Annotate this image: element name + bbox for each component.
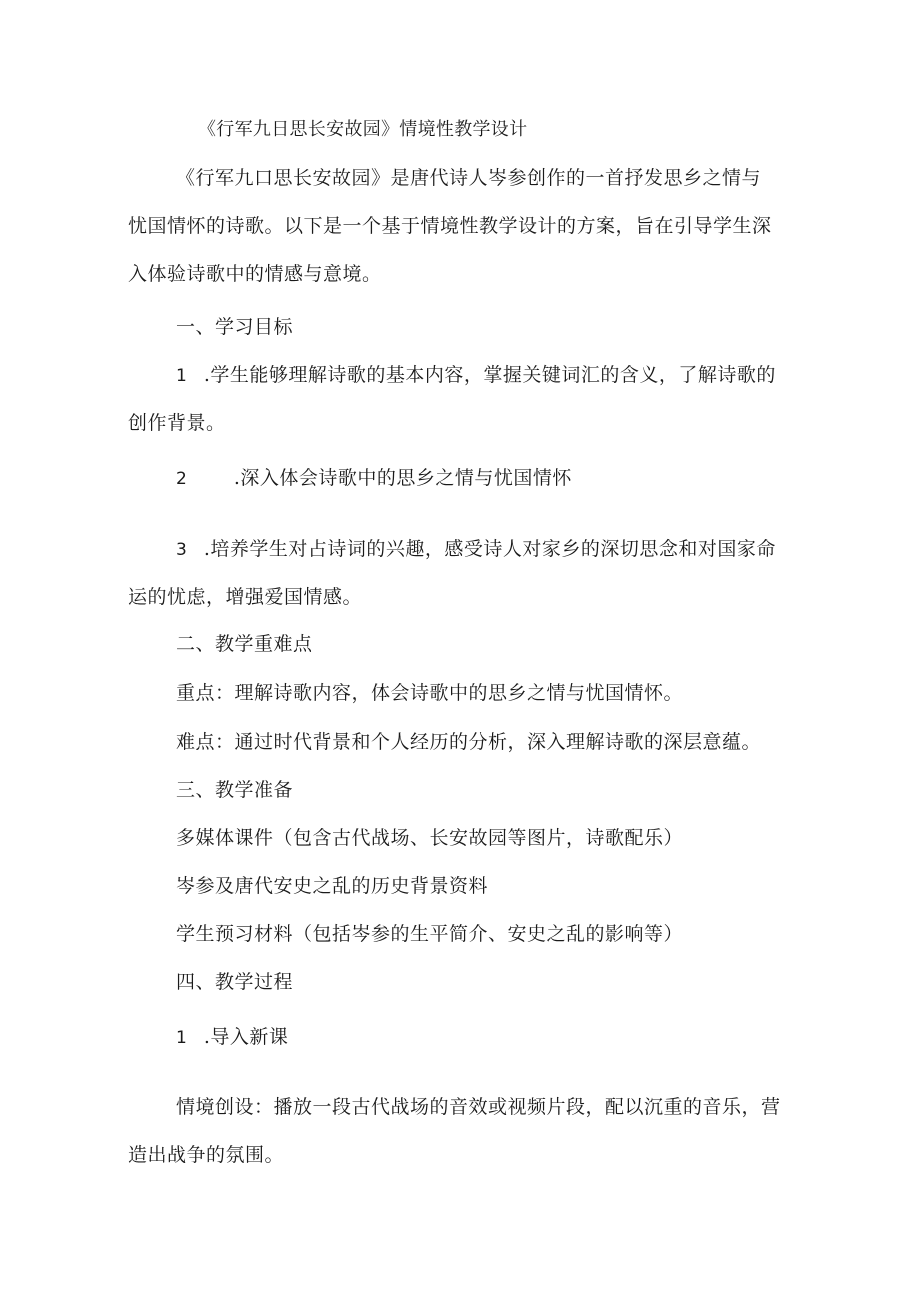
scenario-line-1: 情境创设：播放一段古代战场的音效或视频片段，配以沉重的音乐，营 [176,1096,781,1118]
objective-3-text: .培养学生对占诗词的兴趣，感受诗人对家乡的深切思念和对国家命 [203,538,776,560]
process-step-1-number: 1 [176,1028,188,1048]
objective-3-number: 3 [176,540,188,560]
section-3-heading: 三、教学准备 [176,779,294,801]
objective-2 [176,466,572,491]
difficulty-point: 难点：通过时代背景和个人经历的分析，深入理解诗歌的深层意蕴。 [176,731,762,753]
objective-1 [176,363,776,388]
objective-1-text: .学生能够理解诗歌的基本内容，掌握关键词汇的含义，了解诗歌的 [203,364,776,386]
objective-2-text: .深入体会诗歌中的思乡之情与忧国情怀 [233,467,572,489]
intro-line-1: 《行军九口思长安故园》是唐代诗人岑参创作的一首抒发思乡之情与 [176,167,762,189]
objective-3-continuation: 运的忧虑，增强爱国情感。 [128,586,363,608]
prep-item-3: 学生预习材料（包括岑参的生平简介、安史之乱的影响等） [176,923,684,945]
prep-item-1: 多媒体课件（包含古代战场、长安故园等图片，诗歌配乐） [176,827,684,849]
section-4-heading: 四、教学过程 [176,971,294,993]
section-1-heading: 一、学习目标 [176,316,294,338]
key-point: 重点：理解诗歌内容，体会诗歌中的思乡之情与忧国情怀。 [176,682,684,704]
intro-line-2: 忧国情怀的诗歌。以下是一个基于情境性教学设计的方案，旨在引导学生深 [128,215,772,237]
objective-3 [176,537,776,562]
process-step-1 [176,1025,288,1050]
scenario-line-2: 造出战争的氛围。 [128,1144,285,1166]
process-step-1-label: .导入新课 [203,1026,289,1048]
intro-line-3: 入体验诗歌中的情感与意境。 [128,263,382,285]
objective-1-continuation: 创作背景。 [128,412,226,434]
section-2-heading: 二、教学重难点 [176,633,313,655]
document-title: 《行军九日思长安故园》情境性教学设计 [198,119,528,140]
objective-1-number: 1 [176,366,188,386]
prep-item-2: 岑参及唐代安史之乱的历史背景资料 [176,875,489,897]
objective-2-number: 2 [176,469,188,489]
